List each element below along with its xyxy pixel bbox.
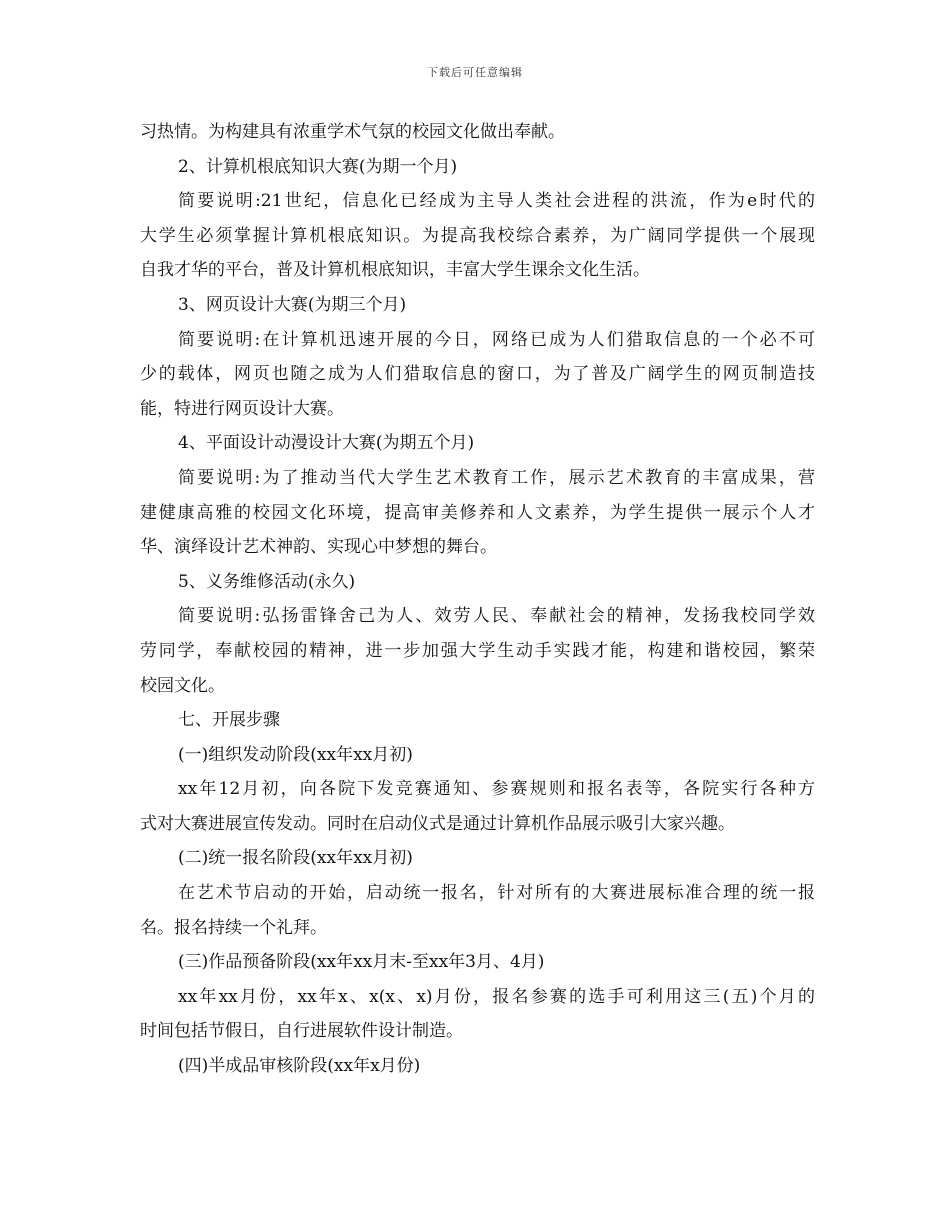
text-line: 习热情。为构建具有浓重学术气氛的校园文化做出奉献。 xyxy=(140,122,565,142)
text-line: 少的载体，网页也随之成为人们猎取信息的窗口，为了普及广阔学生的网页制造技 xyxy=(140,364,815,385)
text-line: 能，特进行网页设计大赛。 xyxy=(140,398,344,419)
text-line: 简要说明:为了推动当代大学生艺术教育工作，展示艺术教育的丰富成果，营 xyxy=(178,467,815,488)
text-line: 简要说明:在计算机迅速开展的今日，网络已成为人们猎取信息的一个必不可 xyxy=(178,329,815,350)
text-line: 5、义务维修活动(永久) xyxy=(178,571,356,592)
text-line: 简要说明:21世纪，信息化已经成为主导人类社会进程的洪流，作为e时代的 xyxy=(178,191,815,212)
text-line: (三)作品预备阶段(xx年xx月末-至xx年3月、4月) xyxy=(178,952,545,973)
text-line: 华、演绎设计艺术神韵、实现心中梦想的舞台。 xyxy=(140,537,497,558)
text-line: xx年12月初，向各院下发竞赛通知、参赛规则和报名表等，各院实行各种方 xyxy=(178,779,815,800)
text-line: (二)统一报名阶段(xx年xx月初) xyxy=(178,848,413,869)
text-line: 大学生必须掌握计算机根底知识。为提高我校综合素养，为广阔同学提供一个展现 xyxy=(140,225,815,246)
text-line: 4、平面设计动漫设计大赛(为期五个月) xyxy=(178,433,475,454)
text-line: 3、网页设计大赛(为期三个月) xyxy=(178,294,407,315)
text-line: 自我才华的平台，普及计算机根底知识，丰富大学生课余文化生活。 xyxy=(140,260,650,281)
text-line: 在艺术节启动的开始，启动统一报名，针对所有的大赛进展标准合理的统一报 xyxy=(178,883,815,904)
text-line: 劳同学，奉献校园的精神，进一步加强大学生动手实践才能，构建和谐校园，繁荣 xyxy=(140,640,815,661)
text-line: 七、开展步骤 xyxy=(178,710,280,731)
text-line: xx年xx月份，xx年x、x(x、x)月份，报名参赛的选手可利用这三(五)个月的 xyxy=(178,986,815,1007)
text-line: 简要说明:弘扬雷锋舍己为人、效劳人民、奉献社会的精神，发扬我校同学效 xyxy=(178,606,815,627)
text-line: 2、计算机根底知识大赛(为期一个月) xyxy=(178,156,458,177)
document-body xyxy=(140,115,815,1084)
text-line: 式对大赛进展宣传发动。同时在启动仪式是通过计算机作品展示吸引大家兴趣。 xyxy=(140,813,735,834)
text-line: 名。报名持续一个礼拜。 xyxy=(140,917,327,938)
text-line: 时间包括节假日，自行进展软件设计制造。 xyxy=(140,1021,463,1042)
text-line: (四)半成品审核阶段(xx年x月份) xyxy=(178,1056,421,1077)
text-line: (一)组织发动阶段(xx年xx月初) xyxy=(178,744,413,765)
page-header: 下载后可任意编辑 xyxy=(427,66,523,79)
text-line: 校园文化。 xyxy=(140,675,225,696)
text-line: 建健康高雅的校园文化环境，提高审美修养和人文素养，为学生提供一展示个人才 xyxy=(140,502,815,523)
